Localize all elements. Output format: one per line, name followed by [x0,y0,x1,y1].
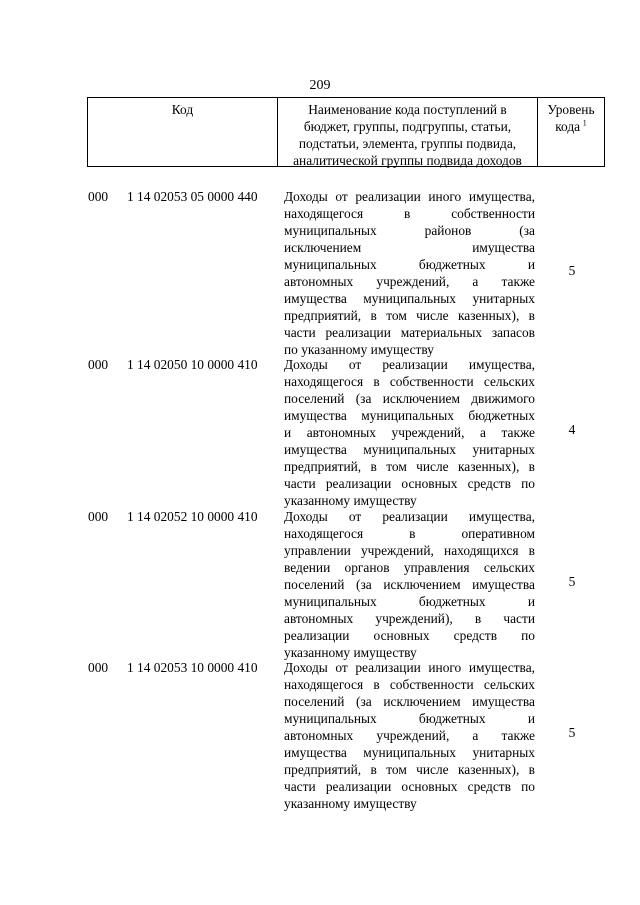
revenue-name-line: автономных учреждений), в части [284,611,535,626]
admin-code: 000 [88,509,109,524]
revenue-name-line: реализации основных средств по [284,628,535,643]
revenue-name-line: по указанному имуществу [284,342,434,357]
revenue-name-line: управлении учреждений, находящихся в [284,543,535,558]
admin-code: 000 [88,660,109,675]
revenue-name-line: муниципальных районов (за [284,223,535,238]
revenue-name-line: и автономных учреждений, а также [284,425,535,440]
revenue-name-line: предприятий, в том числе казенных), в [284,308,535,323]
revenue-name [284,508,535,661]
header-name-line: подстатьи, элемента, группы подвида, [298,136,517,151]
revenue-name-line: поселений (за исключением имущества [284,694,535,709]
revenue-name-line: имущества муниципальных унитарных [284,745,535,760]
header-name [278,98,538,166]
revenue-name-line: указанному имуществу [284,645,417,660]
revenue-name-line: муниципальных бюджетных и [284,594,535,609]
footnote-marker: 1 [582,118,587,128]
revenue-name-line: предприятий, в том числе казенных), в [284,762,535,777]
revenue-name-line: находящегося в собственности сельских [284,374,535,389]
revenue-name-line: части реализации материальных запасов [284,325,535,340]
revenue-name [284,659,535,812]
revenue-name-line: указанному имуществу [284,796,417,811]
revenue-code: 1 14 02053 10 0000 410 [127,660,258,675]
revenue-name-line: указанному имуществу [284,493,417,508]
revenue-name-line: части реализации основных средств по [284,779,535,794]
revenue-name-line: ведении органов управления сельских [284,560,535,575]
revenue-name-line: муниципальных бюджетных и [284,257,535,272]
revenue-name [284,188,535,358]
header-level [538,98,604,166]
revenue-name-line: предприятий, в том числе казенных), в [284,459,535,474]
code-level: 5 [568,574,576,589]
revenue-name-line: Доходы от реализации имущества, [284,357,535,372]
header-level-line: Уровень [547,102,595,117]
header-level-word: кода [555,119,581,134]
header-name-line: Наименование кода поступлений в [308,102,507,117]
revenue-name-line: исключением имущества [284,240,535,255]
revenue-name-line: Доходы от реализации иного имущества, [284,189,535,204]
admin-code: 000 [88,189,109,204]
revenue-code: 1 14 02053 05 0000 440 [127,189,258,204]
revenue-name-line: имущества муниципальных бюджетных [284,408,535,423]
revenue-name-line: находящегося в собственности сельских [284,677,535,692]
header-level-line [538,118,604,135]
revenue-name-line: поселений (за исключением имущества [284,577,535,592]
revenue-name-line: Доходы от реализации имущества, [284,509,535,524]
revenue-name-line: автономных учреждений, а также [284,274,535,289]
code-level: 5 [568,263,576,278]
revenue-name-line: находящегося в оперативном [284,526,535,541]
page-number: 209 [309,78,331,93]
revenue-name-line: Доходы от реализации иного имущества, [284,660,535,675]
revenue-name-line: поселений (за исключением движимого [284,391,535,406]
revenue-name-line: автономных учреждений, а также [284,728,535,743]
code-level: 4 [568,422,576,437]
revenue-name-line: имущества муниципальных унитарных [284,291,535,306]
revenue-name-line: находящегося в собственности [284,206,535,221]
header-name-line: аналитической группы подвида доходов [293,153,522,168]
table-header [87,97,605,167]
header-name-line: бюджет, группы, подгруппы, статьи, [303,119,512,134]
revenue-name-line: муниципальных бюджетных и [284,711,535,726]
revenue-name-line: части реализации основных средств по [284,476,535,491]
header-code: Код [88,98,278,166]
admin-code: 000 [88,357,109,372]
revenue-code: 1 14 02052 10 0000 410 [127,509,258,524]
code-level: 5 [568,725,576,740]
revenue-code: 1 14 02050 10 0000 410 [127,357,258,372]
revenue-name-line: имущества муниципальных унитарных [284,442,535,457]
revenue-name [284,356,535,509]
